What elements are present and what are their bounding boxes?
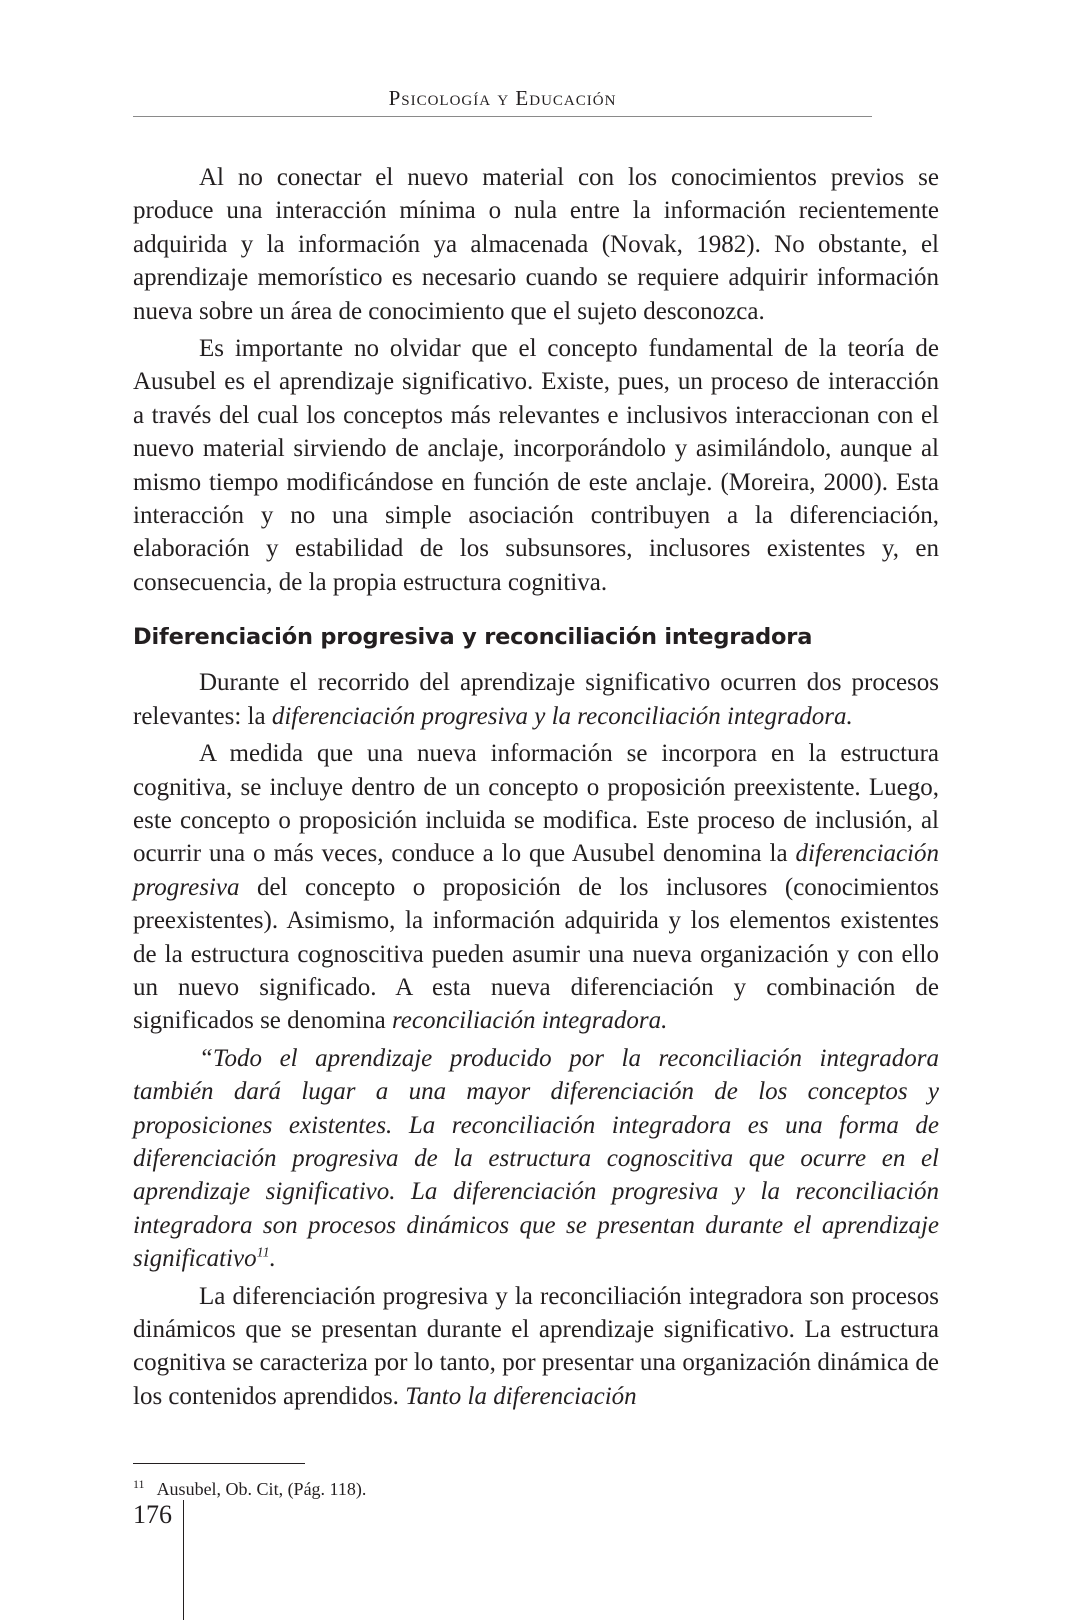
page-number: 176 [133,1500,172,1529]
header-divider [133,116,872,117]
section-heading: Diferenciación progresiva y reconciliación integradora [133,624,813,651]
paragraph-5 [133,1280,939,1414]
paragraph-4-text-a: A medida que una nueva información se incorpora en la estructura cognitiva, se incluye dentro de un concepto o proposición preexistente. Luego, este concepto o proposición incluida se modifica. Este proceso de inclusión, al ocurrir una o más veces, conduce a lo que Ausubel denomina la [133,740,939,868]
paragraph-3-emphasis: diferenciación progresiva y la reconciliación integradora. [271,702,853,730]
running-header: Psicología y Educación [388,86,617,110]
footnote [133,1472,366,1501]
margin-rule [183,1500,184,1620]
paragraph-1: Al no conectar el nuevo material con los conocimientos previos se produce una interacción mínima o nula entre la información recientemente adquirida y la información ya almacenada (Novak, 1982). No obstante, el aprendizaje memorístico es necesario cuando se requiere adquirir información nueva sobre un área de conocimiento que el sujeto desconozca. [133,164,939,325]
block-quote [133,1042,939,1276]
quote-footnote-ref: 11 [256,1245,270,1261]
quote-text: “Todo el aprendizaje producido por la reconciliación integradora también dará lugar a una mayor diferenciación de los conceptos y proposiciones existentes. La reconciliación integradora es una forma de diferenciación progresiva de la estructura cognoscitiva que ocurre en el aprendizaje significativo. La diferenciación progresiva y la reconciliación integradora son procesos dinámicos que se presentan durante el aprendizaje significativo [133,1044,939,1273]
page-body [133,161,939,1417]
paragraph-4-text-b: del concepto o proposición de los inclusores (conocimientos preexistentes). Asimismo, la información adquirida y los elementos existentes de la estructura cognoscitiva pueden asumir una nueva organización y con ello un nuevo significado. A esta nueva diferenciación y combinación de significados se denomina [133,873,939,1035]
paragraph-4-emphasis-1: diferenciación progresiva [133,840,939,901]
footnote-number: 11 [133,1477,145,1491]
paragraph-5-text: La diferenciación progresiva y la reconciliación integradora son procesos dinámicos que se presentan durante el aprendizaje significativo. La estructura cognitiva se caracteriza por lo tanto, por presentar una organización dinámica de los contenidos aprendidos. [133,1282,939,1410]
paragraph-4-emphasis-2: reconciliación integradora. [391,1007,668,1035]
footnote-text: Ausubel, Ob. Cit, (Pág. 118). [156,1479,367,1499]
paragraph-4 [133,737,939,1038]
quote-end: . [269,1245,276,1273]
paragraph-3 [133,666,939,733]
paragraph-5-emphasis: Tanto la diferenciación [405,1382,637,1410]
footnote-divider [133,1463,305,1464]
paragraph-2: Es importante no olvidar que el concepto fundamental de la teoría de Ausubel es el aprendizaje significativo. Existe, pues, un proceso de interacción a través del cual los conceptos más relevantes e inclusivos interaccionan con el nuevo material sirviendo de anclaje, incorporándolo y asimilándolo, aunque al mismo tiempo modificándose en función de este anclaje. (Moreira, 2000). Esta interacción y no una simple asociación contribuyen a la diferenciación, elaboración y estabilidad de los subsunsores, inclusores existentes y, en consecuencia, de la propia estructura cognitiva. [133,335,939,596]
paragraph-3-text: Durante el recorrido del aprendizaje significativo ocurren dos procesos relevantes: la [133,669,939,730]
